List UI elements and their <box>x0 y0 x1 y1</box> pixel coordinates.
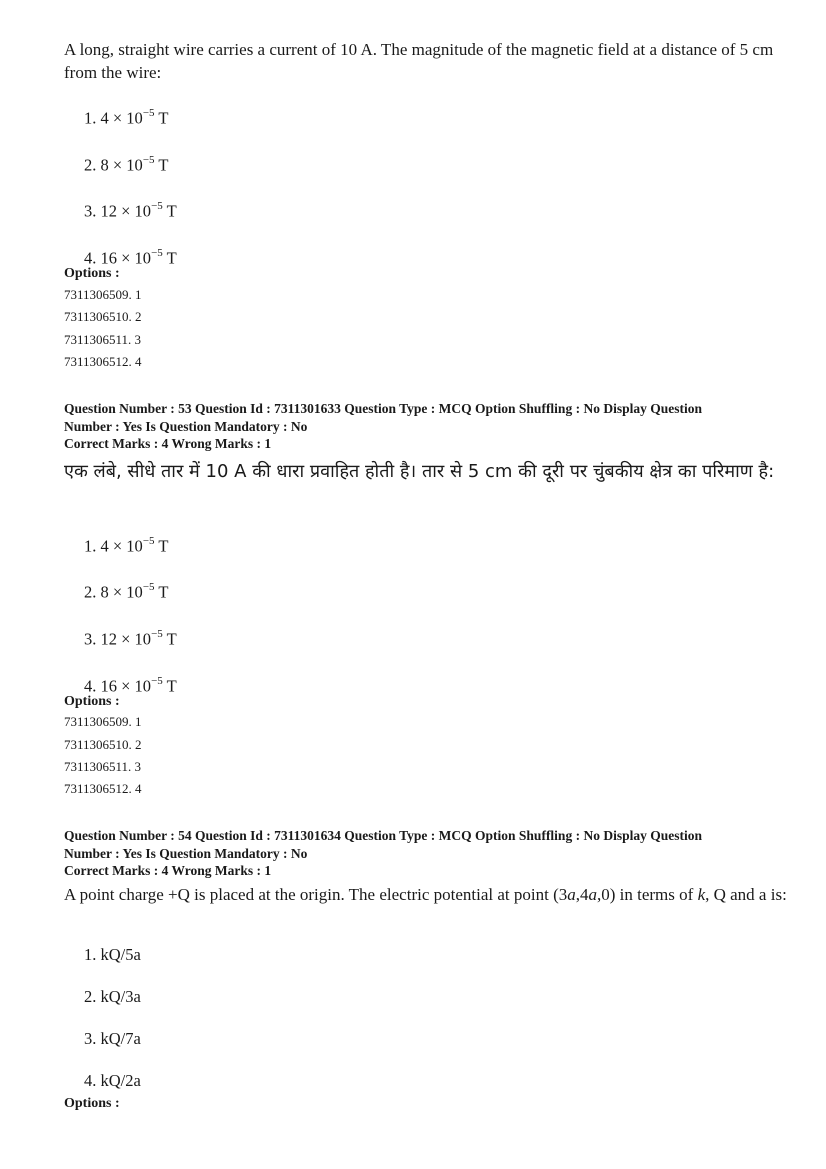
q54-meta-line-1: Question Number : 54 Question Id : 7311301634 Question Type : MCQ Option Shuffling : No Display Question <box>64 828 702 843</box>
q54-option-4: 4. kQ/2a <box>84 1071 141 1090</box>
q52-option-id-4: 7311306512. 4 <box>64 354 142 369</box>
q54-stem: A point charge +Q is placed at the origin. The electric potential at point (3a,4a,0) in terms of k, Q and a is: <box>64 885 787 904</box>
q52-option-2: 2. $8 \times 10^{-5}$ T <box>84 154 169 175</box>
q54-meta-line-2: Number : Yes Is Question Mandatory : No <box>64 845 308 861</box>
q53-stem-hindi: एक लंबे, सीधे तार में 10 A की धारा प्रवाहित होती है। तार से 5 cm की दूरी पर चुंबकीय क्षेत्र का परिमाण है: <box>64 461 775 482</box>
q53-meta-line-2: Number : Yes Is Question Mandatory : No <box>64 418 308 434</box>
q54-option-3: 3. kQ/7a <box>84 1029 141 1048</box>
q54-meta-line-3: Correct Marks : 4 Wrong Marks : 1 <box>64 863 272 878</box>
q52-option-4: 4. $16 \times 10^{-5}$ T <box>84 247 177 268</box>
q52-option-id-3: 7311306511. 3 <box>64 332 142 347</box>
q53-options-label: Options : <box>64 694 120 709</box>
q52-option-id-2: 7311306510. 2 <box>64 309 142 324</box>
q54-option-2: 2. kQ/3a <box>84 987 141 1006</box>
q54-options-label: Options : <box>64 1096 120 1111</box>
q53-option-id-1: 7311306509. 1 <box>64 714 142 729</box>
q53-meta-line-1: Question Number : 53 Question Id : 7311301633 Question Type : MCQ Option Shuffling : No Display Question <box>64 401 702 416</box>
q52-option-3: 3. $12 \times 10^{-5}$ T <box>84 200 177 221</box>
q53-option-id-4: 7311306512. 4 <box>64 781 142 796</box>
q53-option-1: 1. $4 \times 10^{-5}$ T <box>84 535 169 556</box>
q53-option-id-3: 7311306511. 3 <box>64 759 142 774</box>
q54-option-1: 1. kQ/5a <box>84 945 141 964</box>
q53-option-4: 4. $16 \times 10^{-5}$ T <box>84 675 177 696</box>
q54-meta <box>64 827 784 880</box>
q53-meta <box>64 400 784 453</box>
q52-options-label: Options : <box>64 266 120 281</box>
q52-option-1: 1. $4 \times 10^{-5}$ T <box>84 107 169 128</box>
q52-option-id-1: 7311306509. 1 <box>64 287 142 302</box>
q53-option-2: 2. $8 \times 10^{-5}$ T <box>84 581 169 602</box>
q53-meta-line-3: Correct Marks : 4 Wrong Marks : 1 <box>64 436 272 451</box>
q53-option-id-2: 7311306510. 2 <box>64 737 142 752</box>
q53-option-3: 3. $12 \times 10^{-5}$ T <box>84 628 177 649</box>
q52-stem: A long, straight wire carries a current of 10 A. The magnitude of the magnetic field at a distance of 5 cm from the wire: <box>64 40 774 82</box>
